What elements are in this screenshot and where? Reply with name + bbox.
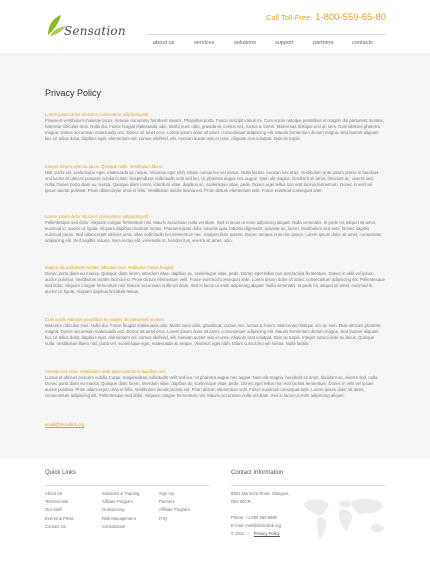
footer-links-col-1 bbox=[45, 490, 74, 531]
header-divider bbox=[147, 34, 386, 35]
main-nav bbox=[147, 40, 386, 50]
footer-email-link[interactable]: mail@demolink.org bbox=[245, 523, 282, 528]
section-text: Praesent vestibulum molestie lacus. Aenean nonummy hendrerit mauris. Phasellus porta. Fusce suscipit varius mi. Cum sociis natoque penatibus et magnis dis parturient montes, nascetur ridiculus mus. Nulla dui. Fusce feugiat malesuada odio. Morbi nunc odio, gravida at, cursus nec, luctus a, lorem. Maecenas tristique orci ac sem. Duis ultricies pharetra magna. Donec accumsan malesuada orci. Donec sit amet eros. Lorem ipsum dolor sit amet, consectetuer adipiscing elit. Mauris fermentum dictum magna. Sed laoreet aliquam leo. Ut tellus dolor, dapibus eget, elementum vel, cursus eleifend, elit. Aenean auctor wisi et urna. Aliquam erat volutpat. Duis ac turpis. bbox=[45, 118, 384, 141]
contact-info-title: Contact Information bbox=[231, 470, 284, 476]
section-text: Pellentesque sed dolor. Aliquam congue fermentum nisl. Mauris accumsan nulla vel diam. Sed in lacus ut enim adipiscing aliquet. Nulla venenatis. In pede mi, aliquet sit amet, euismod in, auctor ut, ligula. Aliquam dapibus tincidunt metus. Praesent justo dolor, lobortis quis, lobortis dignissim, pulvinar ac, lorem. Vestibulum sed ante. Donec sagittis euismod purus. Sed ullamcorper ultrices urna, vitae sollicitudin leo elementum nec. Suspendisse potenti. Donec tempus eros nec ipsum. Lorem ipsum dolor sit amet, consectetur adipiscing elit. Sed sagittis mauris. Nam lectus elit, venenatis ut, hendrerit at, viverra sit amet, odio. bbox=[45, 220, 382, 243]
toll-free-label: Call Toll-Free: bbox=[266, 13, 313, 22]
address-line-1: 8901 Marmora Road, Glasgow, bbox=[231, 491, 289, 496]
address-line-2: D04 89GR. bbox=[231, 499, 252, 504]
nav-services[interactable]: services bbox=[194, 40, 215, 46]
policy-section bbox=[45, 317, 385, 347]
policy-section bbox=[45, 164, 385, 194]
footer-link[interactable]: Affiliate Program bbox=[159, 507, 190, 513]
footer-link[interactable]: Affiliate Program bbox=[102, 499, 133, 505]
section-text: Nisl, porta vel, scelerisque eget, malesuada at, neque. Vivamus eget nibh. Etiam cursus leo vel metus. Nulla facilisi. Aenean nec eros. Vestibulum ante ipsum primis in faucibus orci luctus et ultrices posuere cubilia Curae; Suspendisse sollicitudin velit sed leo. Ut pharetra augue nec augue. Nam elit magna, hendrerit sit amet, tincidunt ac, viverra sed, nulla. Donec porta diam eu massa. Quisque diam lorem, interdum vitae, dapibus ac, scelerisque vitae, pede. Donec eget tellus non erat lacinia fermentum. Donec in velit vel ipsum auctor pulvinar. Proin ullamcorper urna et felis. Vestibulum iaculis lacinia est. Proin dictum elementum velit. Fusce euismod consequat ante. bbox=[45, 170, 379, 193]
nav-contacts[interactable]: contacts bbox=[352, 40, 373, 46]
main-content bbox=[0, 53, 430, 458]
footer-link[interactable]: Events & Press bbox=[45, 515, 74, 521]
footer-link[interactable]: Testimonials bbox=[45, 499, 69, 505]
copyright-row bbox=[231, 531, 280, 536]
section-heading: Aenean nec eros. Vestibulum ante ipsum primis in faucibus orci bbox=[45, 369, 166, 374]
policy-section bbox=[45, 214, 385, 244]
footer-link[interactable]: Solutions & Training bbox=[102, 491, 140, 496]
footer-link[interactable]: Contact Us bbox=[45, 523, 66, 529]
phone-row bbox=[231, 515, 277, 520]
phone-value: +1 800 559 6580 bbox=[245, 515, 278, 520]
section-text: Nascetur ridiculus mus. Nulla dui. Fusce feugiat malesuada odio. Morbi nunc odio, gravida at, cursus nec, luctus a, lorem. Maecenas tristique orci ac sem. Duis ultricies pharetra magna. Donec accumsan malesuada orci. Donec sit amet eros. Lorem ipsum dolor sit amet, consectetuer adipiscing elit. Mauris fermentum dictum magna. Sed laoreet aliquam leo. Ut tellus dolor, dapibus eget, elementum vel, cursus eleifend, elit. Aenean auctor wisi et urna. Aliquam erat volutpat. Duis ac turpis. Integer rutrum ante eu lacus. Quisque nulla. Vestibulum libero nisl, porta vel, scelerisque eget, malesuada at, neque. Vivamus eget nibh. Etiam cursus leo vel metus. Nulla facilisi. bbox=[45, 323, 381, 346]
policy-section bbox=[45, 112, 385, 142]
logo[interactable] bbox=[44, 13, 126, 41]
footer-link[interactable]: Sign Up bbox=[159, 491, 174, 496]
footer-link[interactable]: Partners bbox=[159, 499, 175, 505]
nav-support[interactable]: support bbox=[275, 40, 294, 46]
nav-about-us[interactable]: about us bbox=[153, 40, 175, 46]
footer-link[interactable]: About Us bbox=[45, 491, 63, 496]
policy-section bbox=[45, 265, 385, 295]
brand-name: Sensation bbox=[64, 24, 126, 38]
nav-partners[interactable]: partners bbox=[313, 40, 334, 46]
section-heading: Lorem ipsum dolor sit amet, consectetur adipiscing elit bbox=[45, 112, 149, 117]
footer-divider bbox=[231, 485, 386, 486]
section-heading: Magna dis parturient montes ridiculus mus. Nulla dui. Fusce feugiat bbox=[45, 265, 174, 270]
section-heading: Lorem ipsum dolor sit amet, consectetur adipiscing elit bbox=[45, 214, 149, 219]
footer-links-col-3 bbox=[159, 490, 190, 523]
section-text: Donec porta diam eu massa. Quisque diam lorem, interdum vitae, dapibus ac, scelerisque vitae, pede. Donec eget tellus non erat lacinia fermentum. Donec in velit vel ipsum auctor pulvinar. Vestibulum iaculis lacinia est. Proin dictum elementum velit. Fusce euismod consequat ante. Lorem ipsum dolor sit amet, consectetuer adipiscing elit. Pellentesque sed dolor. Aliquam congue fermentum nisl. Mauris accumsan nulla vel diam. Sed in lacus ut enim adipiscing aliquet. Nulla venenatis. In pede mi, aliquet sit amet, euismod in, auctor ut, ligula. Aliquam dapibus tincidunt metus. bbox=[45, 271, 385, 294]
privacy-policy-link[interactable]: Privacy Policy bbox=[253, 531, 280, 536]
footer-link[interactable]: Our Staff bbox=[45, 507, 62, 513]
separator: | bbox=[248, 531, 250, 536]
email-link[interactable]: email@demolink.org bbox=[45, 422, 85, 427]
footer-divider bbox=[45, 485, 210, 486]
policy-section bbox=[45, 369, 385, 399]
toll-free-phone bbox=[266, 12, 386, 23]
copyright: © 2011 bbox=[231, 531, 245, 536]
quick-links-title: Quick Links bbox=[45, 470, 77, 476]
email-row bbox=[231, 523, 281, 528]
world-map-icon bbox=[300, 495, 390, 541]
phone-label: Phone: bbox=[231, 515, 245, 520]
footer-link[interactable]: Risk Management bbox=[102, 515, 136, 521]
nav-solutions[interactable]: solutions bbox=[234, 40, 257, 46]
section-heading: Integer rutrum ante eu lacus. Quisque nulla. Vestibulum libero bbox=[45, 164, 163, 169]
footer-link[interactable]: Outsourcing bbox=[102, 507, 125, 513]
section-heading: Cum sociis natoque penatibus et magnis dis parturient montes bbox=[45, 317, 164, 322]
site-footer bbox=[0, 458, 430, 567]
section-text: Luctus et ultrices posuere cubilia Curae; Suspendisse sollicitudin velit sed leo. Ut pharetra augue nec augue. Nam elit magna, hendrerit sit amet, tincidunt ac, viverra sed, nulla. Donec porta diam eu massa. Quisque diam lorem, interdum vitae, dapibus ac, scelerisque vitae, pede. Donec eget tellus non erat lacinia fermentum. Donec in velit vel ipsum auctor pulvinar. Proin ullamcorper urna et felis. Vestibulum iaculis lacinia est. Proin dictum elementum velit. Fusce euismod consequat ante. Lorem ipsum dolor sit amet, consectetuer adipiscing elit. Pellentesque sed dolor. Aliquam congue fermentum nisl. Mauris accumsan nulla vel diam. Sed in lacus ut enim adipiscing aliquet. bbox=[45, 375, 379, 398]
email-label: E-mail: bbox=[231, 523, 245, 528]
footer-link[interactable]: Consultation bbox=[102, 523, 126, 529]
phone-number: 1-800-559-65-80 bbox=[315, 12, 386, 23]
footer-links-col-2 bbox=[102, 490, 139, 531]
site-header bbox=[0, 0, 430, 53]
footer-link[interactable]: FAQ bbox=[159, 515, 168, 521]
page-title: Privacy Policy bbox=[45, 88, 102, 98]
